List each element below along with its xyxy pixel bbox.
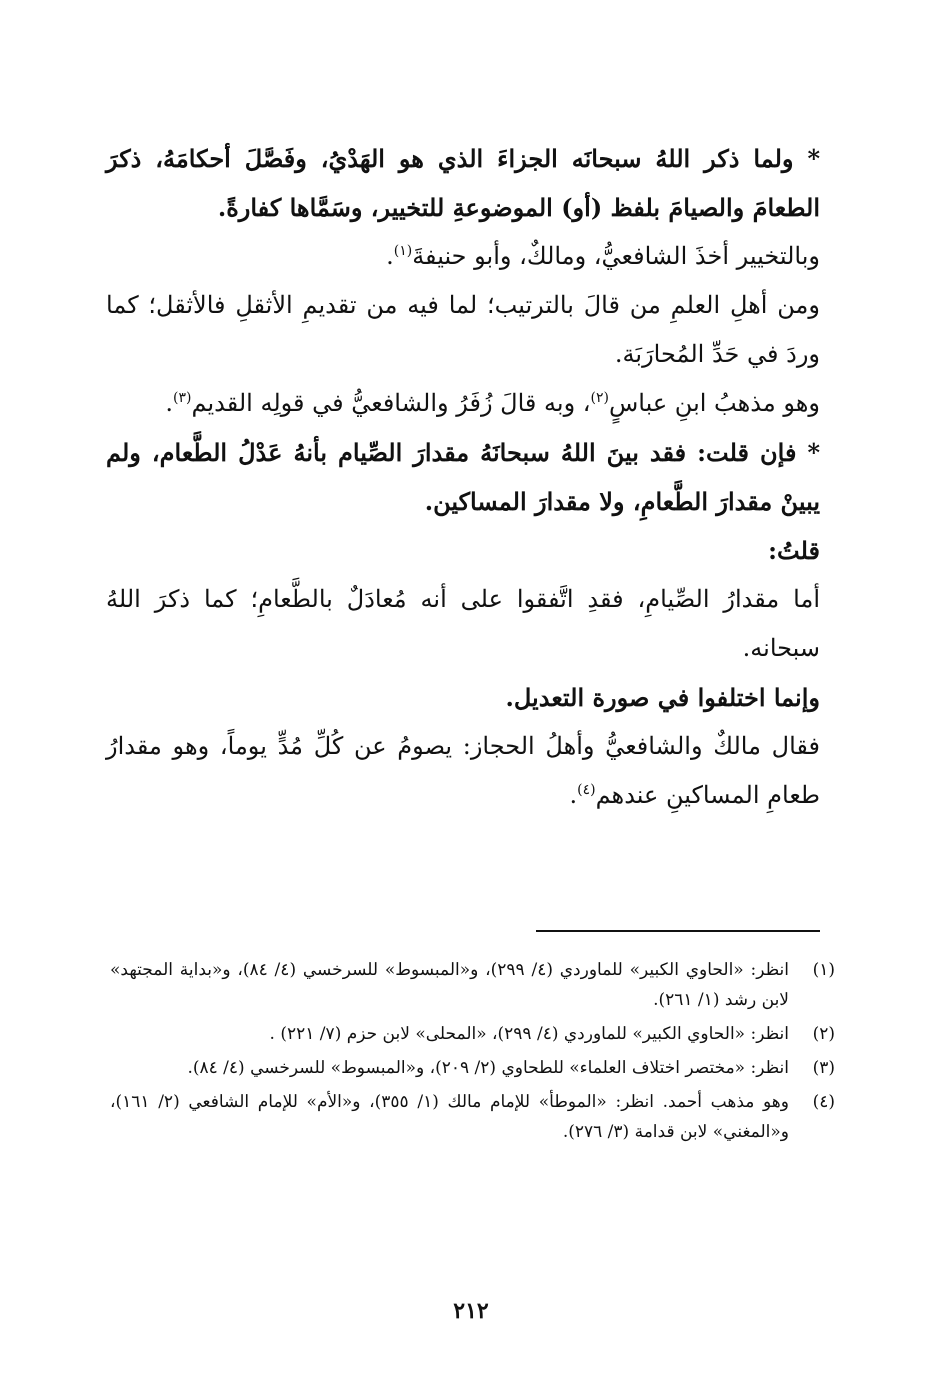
paragraph-malik-shafii: فقال مالكٌ والشافعيُّ وأهلُ الحجاز: يصومُ عن كُلِّ مُدٍّ يوماً، وهو مقدارُ طعامِ المساكينِ عندهم$^{(٤)}$. — [106, 732, 820, 809]
footnote-item — [110, 1053, 835, 1083]
footnote-text: انظر: «مختصر اختلاف العلماء» للطحاوي (٢/ ٢٠٩)، و«المبسوط» للسرخسي (٤/ ٨٤). — [187, 1058, 789, 1078]
page-number: ٢١٢ — [453, 1298, 489, 1324]
footnote-number: (١) — [812, 960, 835, 980]
paragraph-hady-expiation: * ولما ذكر اللهُ سبحانَه الجزاءَ الذي هو الهَدْيُ، وفَصَّلَ أحكامَهُ، ذكرَ الطعامَ والصيامَ بلفظ (أو) الموضوعةِ للتخيير، وسَمَّاها كفارةً. — [106, 144, 820, 222]
paragraph-question: * فإن قلت: فقد بينَ اللهُ سبحانَهُ مقدارَ الصِّيام بأنهُ عَدْلُ الطَّعام، ولم يبينْ مقدارَ الطَّعامِ، ولا مقدارَ المساكين. — [106, 438, 820, 516]
footnote-text: انظر: «الحاوي الكبير» للماوردي (٤/ ٢٩٩)، «المحلى» لابن حزم (٧/ ٢٢١) . — [269, 1024, 789, 1044]
footnote-number: (٢) — [812, 1024, 835, 1044]
paragraph-fasting-amount: أما مقدارُ الصِّيامِ، فقدِ اتَّفقوا على أنه مُعادَلٌ بالطَّعامِ؛ كما ذكرَ اللهُ سبحانه. — [106, 585, 820, 662]
main-text — [106, 134, 820, 820]
footnote-number: (٤) — [812, 1092, 835, 1112]
footnote-ref-4: (٤) — [577, 782, 596, 798]
footnote-text: انظر: «الحاوي الكبير» للماوردي (٤/ ٢٩٩)، و«المبسوط» للسرخسي (٤/ ٨٤)، و«بداية المجتهد» لابن رشد (١/ ٢٦١). — [110, 960, 789, 1010]
paragraph-ibn-abbas: وهو مذهبُ ابنِ عباسٍ$^{(٢)}$، وبه قالَ زُفَرُ والشافعيُّ في قولِه القديم$^{(٣)}$. — [165, 389, 820, 417]
footnote-item — [110, 1019, 835, 1049]
footnote-divider — [536, 930, 820, 932]
footnote-ref-2: (٢) — [590, 390, 609, 406]
paragraph-choice-opinion: وبالتخيير أخذَ الشافعيُّ، ومالكٌ، وأبو حنيفةَ$^{(١)}$. — [386, 242, 820, 270]
footnotes — [110, 955, 835, 1151]
footnote-number: (٣) — [812, 1058, 835, 1078]
footnote-item — [110, 955, 835, 1015]
paragraph-answer-heading: قلتُ: — [768, 536, 820, 565]
footnote-ref-1: (١) — [393, 243, 413, 259]
footnote-ref-3: (٣) — [173, 390, 192, 406]
paragraph-disagreement: وإنما اختلفوا في صورة التعديل. — [505, 683, 820, 712]
paragraph-order-opinion: ومن أهلِ العلمِ من قالَ بالترتيب؛ لما فيه من تقديمِ الأثقلِ فالأثقل؛ كما وردَ في حَدِّ المُحارَبَة. — [106, 291, 820, 368]
footnote-text: وهو مذهب أحمد. انظر: «الموطأ» للإمام مالك (١/ ٣٥٥)، و«الأم» للإمام الشافعي (٢/ ١٦١)، و«المغني» لابن قدامة (٣/ ٢٧٦). — [110, 1092, 789, 1142]
footnote-item — [110, 1087, 835, 1147]
